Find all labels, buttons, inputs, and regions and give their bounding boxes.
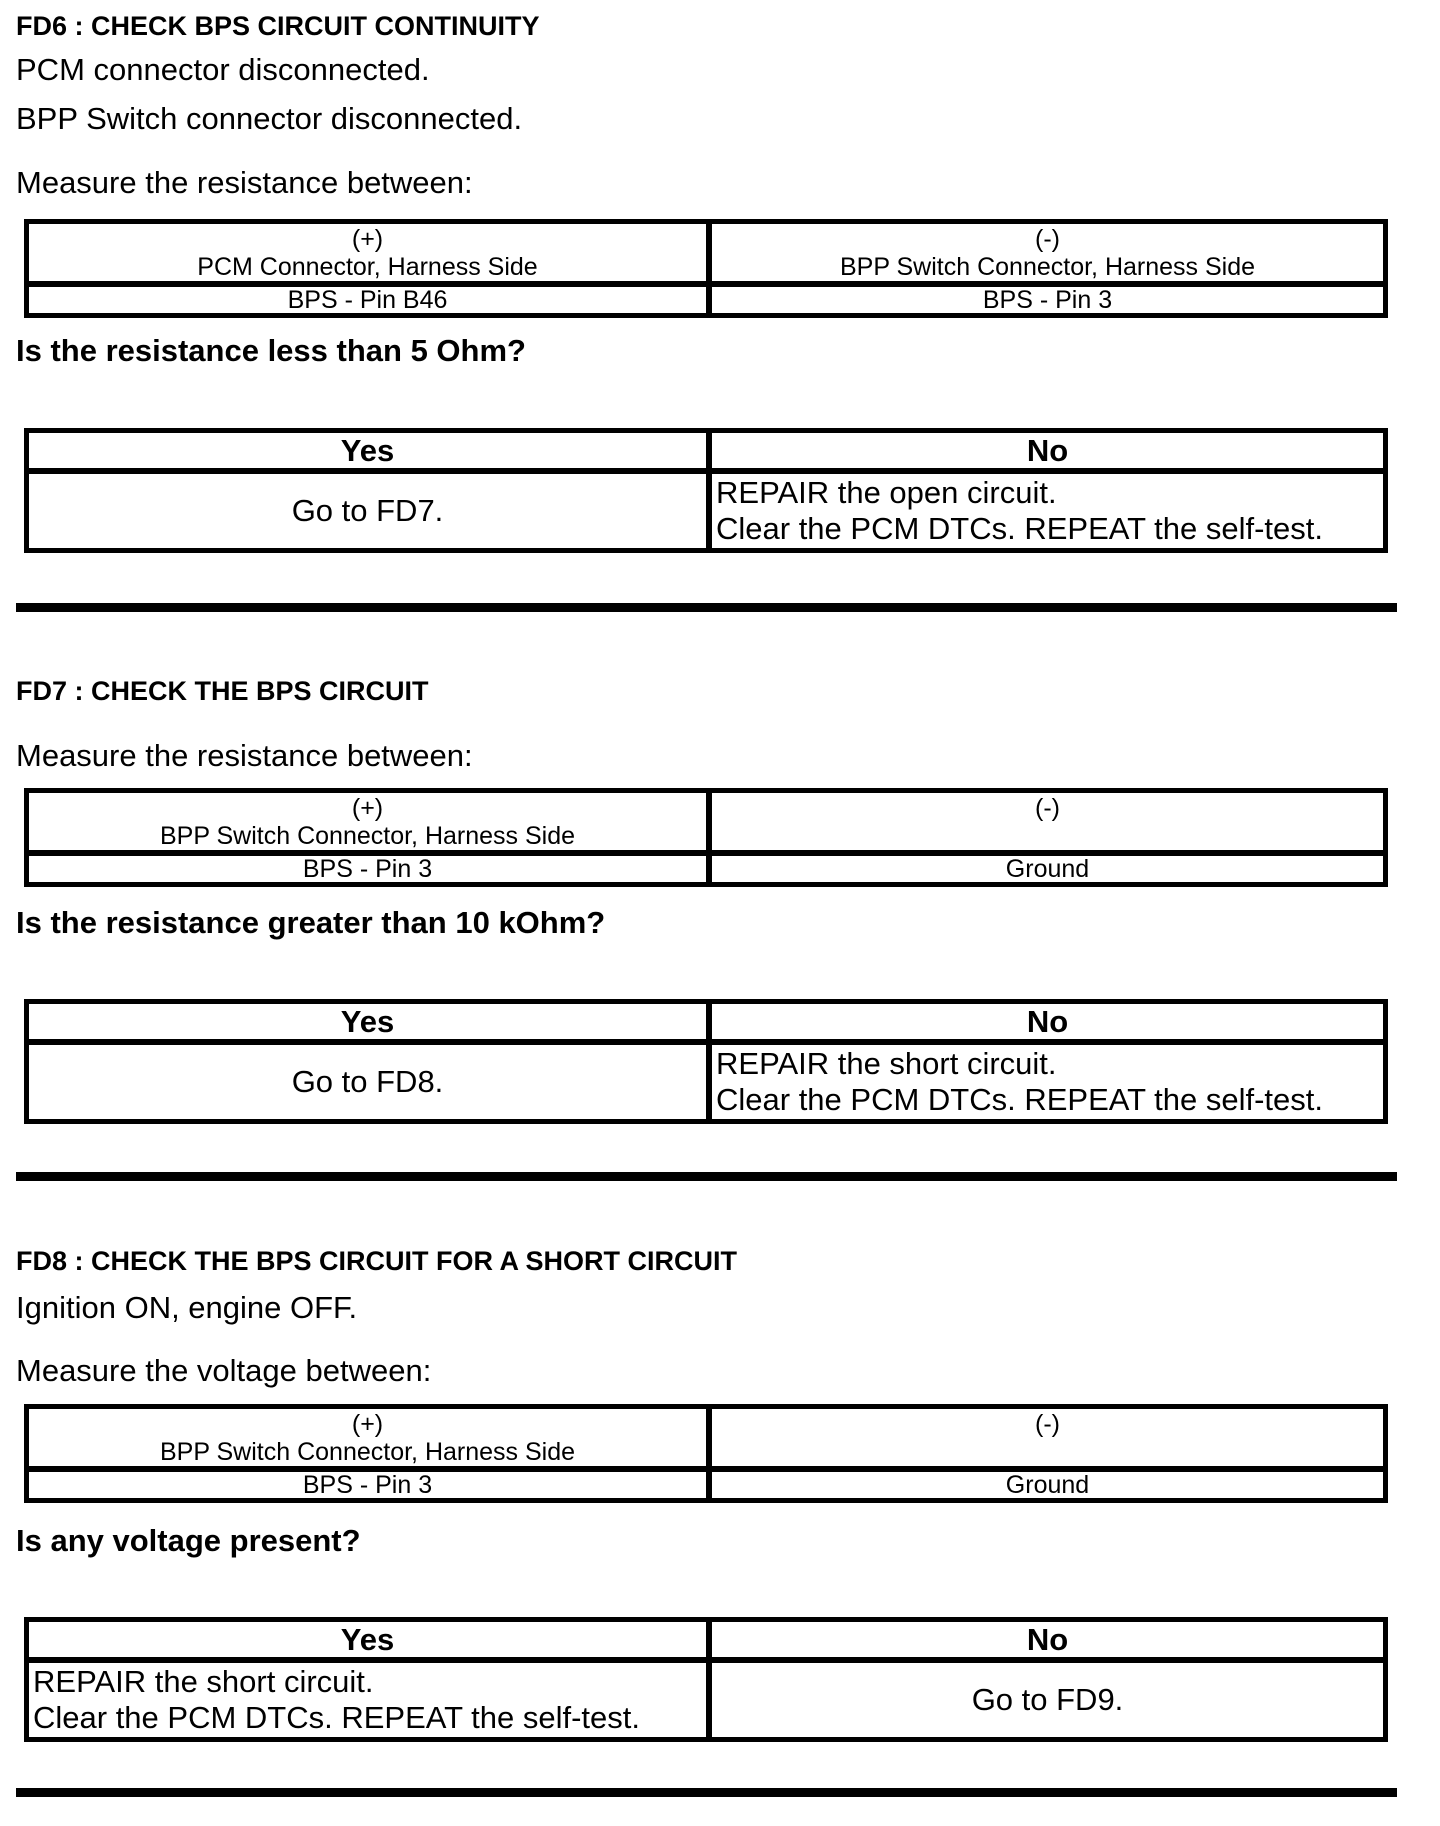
no-action-line: REPAIR the open circuit. [716, 475, 1057, 510]
negative-measurement-point: Ground [706, 1466, 1383, 1498]
negative-measurement-point: BPS - Pin 3 [706, 281, 1383, 313]
no-header: No [706, 433, 1383, 468]
question-text: Is any voltage present? [16, 1523, 361, 1558]
section-divider [16, 603, 1397, 612]
no-action-line: Clear the PCM DTCs. REPEAT the self-test. [716, 1082, 1323, 1117]
question-text: Is the resistance less than 5 Ohm? [16, 333, 526, 368]
negative-connector-label: BPP Switch Connector, Harness Side [839, 253, 1256, 281]
negative-polarity-label: (-) [1035, 225, 1060, 253]
no-header: No [706, 1004, 1383, 1039]
decision-table-fd7 [24, 999, 1388, 1124]
no-action: Go to FD9. [706, 1657, 1383, 1737]
measure-prompt: Measure the voltage between: [16, 1353, 432, 1388]
section-title-fd6: FD6 : CHECK BPS CIRCUIT CONTINUITY [16, 11, 540, 41]
no-action [706, 1039, 1383, 1119]
positive-measurement-point: BPS - Pin 3 [29, 1466, 706, 1498]
measure-prompt: Measure the resistance between: [16, 738, 473, 773]
question-text: Is the resistance greater than 10 kOhm? [16, 905, 606, 940]
positive-connector-label: PCM Connector, Harness Side [197, 253, 538, 281]
positive-polarity-label: (+) [351, 794, 384, 822]
negative-measurement-point: Ground [706, 850, 1383, 882]
section-title-fd8: FD8 : CHECK THE BPS CIRCUIT FOR A SHORT CIRCUIT [16, 1246, 737, 1276]
yes-action [29, 1657, 706, 1737]
positive-polarity-label: (+) [351, 225, 384, 253]
measurement-table-fd6 [24, 219, 1388, 318]
positive-header-cell [29, 1409, 706, 1466]
yes-action: Go to FD7. [29, 468, 706, 548]
section-divider [16, 1788, 1397, 1797]
positive-polarity-label: (+) [351, 1410, 384, 1438]
yes-action-line: REPAIR the short circuit. [33, 1664, 374, 1699]
decision-table-fd8 [24, 1617, 1388, 1742]
no-action-line: Clear the PCM DTCs. REPEAT the self-test. [716, 511, 1323, 546]
section-title-fd7: FD7 : CHECK THE BPS CIRCUIT [16, 676, 429, 706]
yes-header: Yes [340, 1621, 395, 1657]
positive-header-cell [29, 224, 706, 281]
positive-measurement-point: BPS - Pin 3 [29, 850, 706, 882]
instruction-line: BPP Switch connector disconnected. [16, 101, 523, 136]
measure-prompt: Measure the resistance between: [16, 165, 473, 200]
instruction-line: Ignition ON, engine OFF. [16, 1290, 358, 1325]
no-action-line: REPAIR the short circuit. [716, 1046, 1057, 1081]
section-divider [16, 1172, 1397, 1181]
yes-action-line: Clear the PCM DTCs. REPEAT the self-test. [33, 1700, 640, 1735]
instruction-line: PCM connector disconnected. [16, 52, 430, 87]
negative-polarity-label: (-) [1035, 794, 1060, 822]
negative-header-cell [706, 224, 1383, 281]
positive-measurement-point: BPS - Pin B46 [29, 281, 706, 313]
decision-table-fd6 [24, 428, 1388, 553]
yes-header: Yes [340, 1003, 395, 1039]
negative-header-cell [706, 793, 1383, 850]
measurement-table-fd8 [24, 1404, 1388, 1503]
positive-connector-label: BPP Switch Connector, Harness Side [159, 822, 576, 850]
yes-header: Yes [340, 432, 395, 468]
negative-header-cell [706, 1409, 1383, 1466]
positive-connector-label: BPP Switch Connector, Harness Side [159, 1438, 576, 1466]
yes-action: Go to FD8. [29, 1039, 706, 1119]
no-action [706, 468, 1383, 548]
no-header: No [706, 1622, 1383, 1657]
positive-header-cell [29, 793, 706, 850]
measurement-table-fd7 [24, 788, 1388, 887]
negative-polarity-label: (-) [1035, 1410, 1060, 1438]
